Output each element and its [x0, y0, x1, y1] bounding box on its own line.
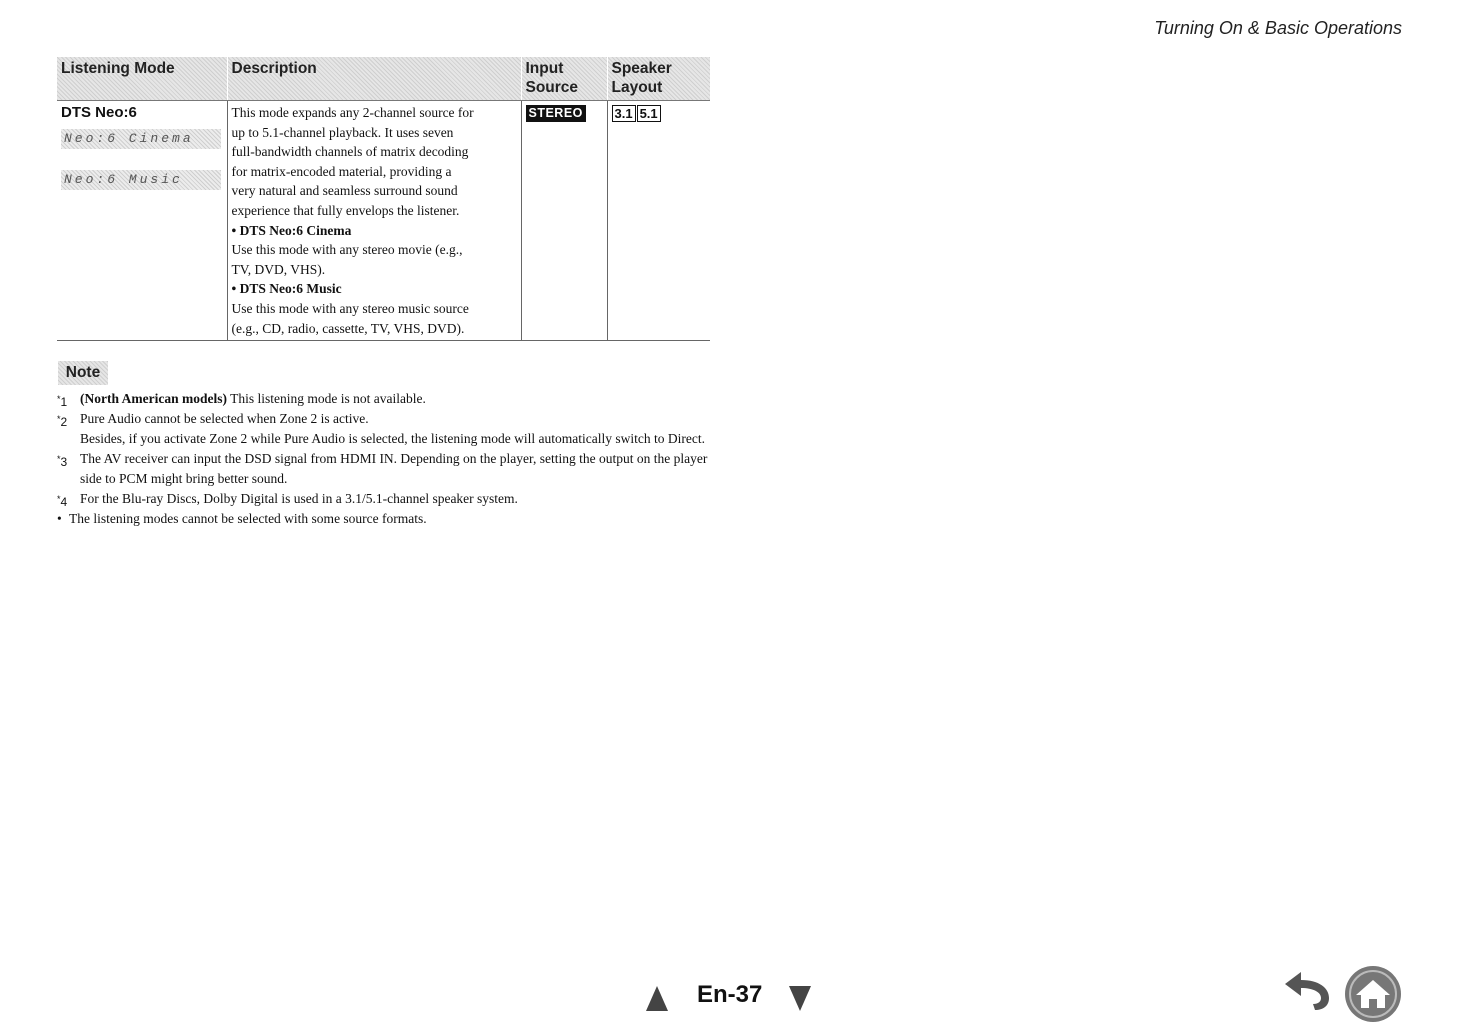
mode-name: DTS Neo:6: [61, 104, 137, 121]
display-indicator-cinema: Neo:6 Cinema: [61, 129, 221, 149]
triangle-up-icon[interactable]: [646, 986, 668, 1011]
section-title: Turning On & Basic Operations: [1154, 18, 1402, 38]
note-bold: (North American models): [80, 391, 227, 406]
table-row: [57, 101, 710, 341]
note-mark: *4: [57, 494, 68, 509]
description-line: up to 5.1-channel playback. It uses seven: [231, 124, 454, 140]
note-label: Note: [58, 361, 108, 385]
listening-mode-table: [57, 57, 710, 341]
column-header-input-source: [521, 57, 607, 101]
home-icon[interactable]: [1343, 964, 1403, 1024]
note-mark: *2: [57, 414, 68, 429]
description-line: full-bandwidth channels of matrix decoding: [231, 144, 469, 160]
note-text: Besides, if you activate Zone 2 while Pure Audio is selected, the listening mode will automatically switch to Direct.: [80, 431, 705, 446]
note-text: The listening modes cannot be selected with some source formats.: [69, 511, 427, 526]
music-body: (e.g., CD, radio, cassette, TV, VHS, DVD).: [231, 320, 465, 336]
speaker-layout-cell: [607, 101, 710, 341]
description-line: This mode expands any 2-channel source for: [231, 105, 474, 120]
column-header-speaker-layout-line1: Speaker: [611, 60, 672, 77]
display-indicator-music: Neo:6 Music: [61, 170, 221, 190]
back-arrow-icon[interactable]: [1279, 968, 1335, 1012]
notes-list: [57, 389, 717, 529]
column-header-speaker-layout: [607, 57, 710, 101]
cinema-title: • DTS Neo:6 Cinema: [231, 222, 352, 238]
input-source-cell: [521, 101, 607, 341]
mode-cell: [57, 101, 227, 341]
column-header-input-source-line2: Source: [525, 79, 579, 96]
column-header-input-source-line1: Input: [525, 60, 564, 77]
stereo-badge: STEREO: [526, 105, 586, 122]
music-title: • DTS Neo:6 Music: [231, 281, 342, 297]
column-header-description: Description: [227, 57, 521, 101]
layout-badge-3-1: 3.1: [612, 105, 636, 122]
page-footer: [0, 978, 1458, 1018]
description-line: for matrix-encoded material, providing a: [231, 163, 452, 179]
page-number: En-37: [697, 981, 763, 1008]
note-mark: *1: [57, 394, 68, 409]
cinema-body: Use this mode with any stereo movie (e.g.,: [231, 242, 463, 258]
description-line: experience that fully envelops the listener.: [231, 202, 460, 218]
note-text: The AV receiver can input the DSD signal from HDMI IN. Depending on the player, setting the output on the player side to PCM might bring better sound.: [80, 451, 708, 486]
column-header-mode: Listening Mode: [57, 57, 227, 101]
note-item: [57, 409, 717, 449]
description-cell: [227, 101, 521, 341]
note-item: [57, 489, 717, 509]
note-text: For the Blu-ray Discs, Dolby Digital is used in a 3.1/5.1-channel speaker system.: [80, 491, 518, 506]
triangle-down-icon[interactable]: [789, 986, 811, 1011]
music-body: Use this mode with any stereo music source: [231, 300, 469, 316]
note-mark: *3: [57, 454, 68, 469]
note-item: [57, 449, 717, 489]
cinema-body: TV, DVD, VHS).: [231, 261, 326, 277]
note-text: This listening mode is not available.: [226, 391, 426, 406]
layout-badge-5-1: 5.1: [637, 105, 661, 122]
note-item: [57, 509, 717, 529]
table-header-row: [57, 57, 710, 101]
column-header-speaker-layout-line2: Layout: [611, 79, 663, 96]
note-item: [57, 389, 717, 409]
description-line: very natural and seamless surround sound: [231, 183, 458, 199]
note-bullet: •: [57, 511, 62, 526]
note-text: Pure Audio cannot be selected when Zone 2 is active.: [80, 411, 369, 426]
